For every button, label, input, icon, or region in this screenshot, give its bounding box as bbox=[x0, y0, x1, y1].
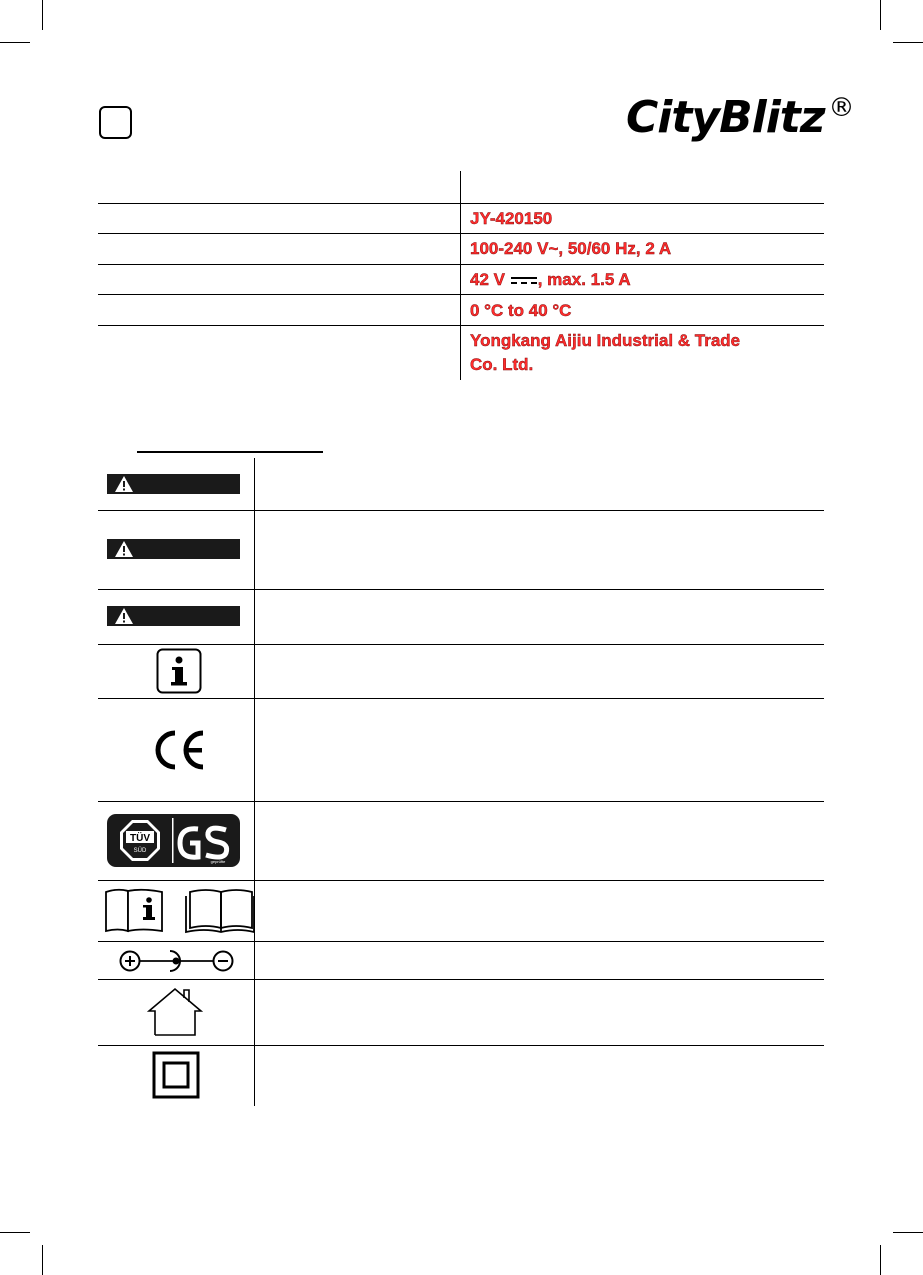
symbols-row-line bbox=[98, 941, 824, 942]
crop-mark bbox=[893, 1232, 923, 1233]
crop-mark bbox=[42, 1245, 43, 1275]
spec-output-value bbox=[470, 269, 631, 291]
spec-input-value: 100-240 V~, 50/60 Hz, 2 A bbox=[470, 239, 672, 258]
specs-row-line bbox=[98, 203, 824, 204]
polarity-icon bbox=[118, 948, 236, 979]
crop-mark bbox=[0, 1232, 30, 1233]
symbols-row-line bbox=[98, 698, 824, 699]
tuv-gs-mark-icon bbox=[106, 813, 241, 873]
indoor-use-icon bbox=[147, 987, 203, 1042]
protection-class-ii-icon bbox=[152, 1051, 200, 1104]
specs-row-line bbox=[98, 294, 824, 295]
crop-mark bbox=[42, 0, 43, 30]
symbols-divider bbox=[254, 458, 255, 1106]
specs-row-line bbox=[98, 264, 824, 265]
brand-logo-text: CityBlitz bbox=[626, 92, 825, 143]
brand-logo bbox=[626, 92, 853, 152]
language-box bbox=[99, 106, 132, 139]
crop-mark bbox=[880, 0, 881, 30]
read-manual-icon bbox=[104, 886, 254, 939]
specs-row-line bbox=[98, 233, 824, 234]
symbols-row-line bbox=[98, 510, 824, 511]
symbols-row-line bbox=[98, 1045, 824, 1046]
specs-row-line bbox=[98, 325, 824, 326]
spec-model-value: JY-420150 bbox=[470, 209, 553, 228]
symbols-row-line bbox=[98, 801, 824, 802]
warning-warning-icon bbox=[107, 539, 240, 559]
svg-text:geprüfte: geprüfte bbox=[210, 859, 226, 864]
crop-mark bbox=[893, 42, 923, 43]
symbols-row-line bbox=[98, 880, 824, 881]
symbols-row-line bbox=[98, 589, 824, 590]
svg-text:SÜD: SÜD bbox=[133, 848, 147, 854]
info-icon bbox=[156, 648, 202, 699]
spec-manufacturer-line1: Yongkang Aijiu Industrial & Trade bbox=[470, 331, 741, 350]
symbols-row-line bbox=[98, 979, 824, 980]
caution-warning-icon bbox=[107, 606, 240, 626]
spec-manufacturer-line2: Co. Ltd. bbox=[470, 355, 534, 374]
crop-mark bbox=[880, 1245, 881, 1275]
section-heading-underline bbox=[137, 451, 323, 453]
crop-mark bbox=[0, 42, 30, 43]
ce-mark-icon bbox=[149, 729, 207, 776]
spec-output-current: , max. 1.5 A bbox=[537, 270, 631, 289]
danger-warning-icon bbox=[107, 474, 240, 494]
spec-temperature-value: 0 °C to 40 °C bbox=[470, 301, 572, 320]
symbols-row-line bbox=[98, 644, 824, 645]
svg-text:TÜV: TÜV bbox=[130, 833, 150, 844]
registered-mark: ® bbox=[828, 93, 854, 123]
direct-current-icon bbox=[511, 276, 537, 286]
spec-output-voltage: 42 V bbox=[470, 270, 505, 289]
